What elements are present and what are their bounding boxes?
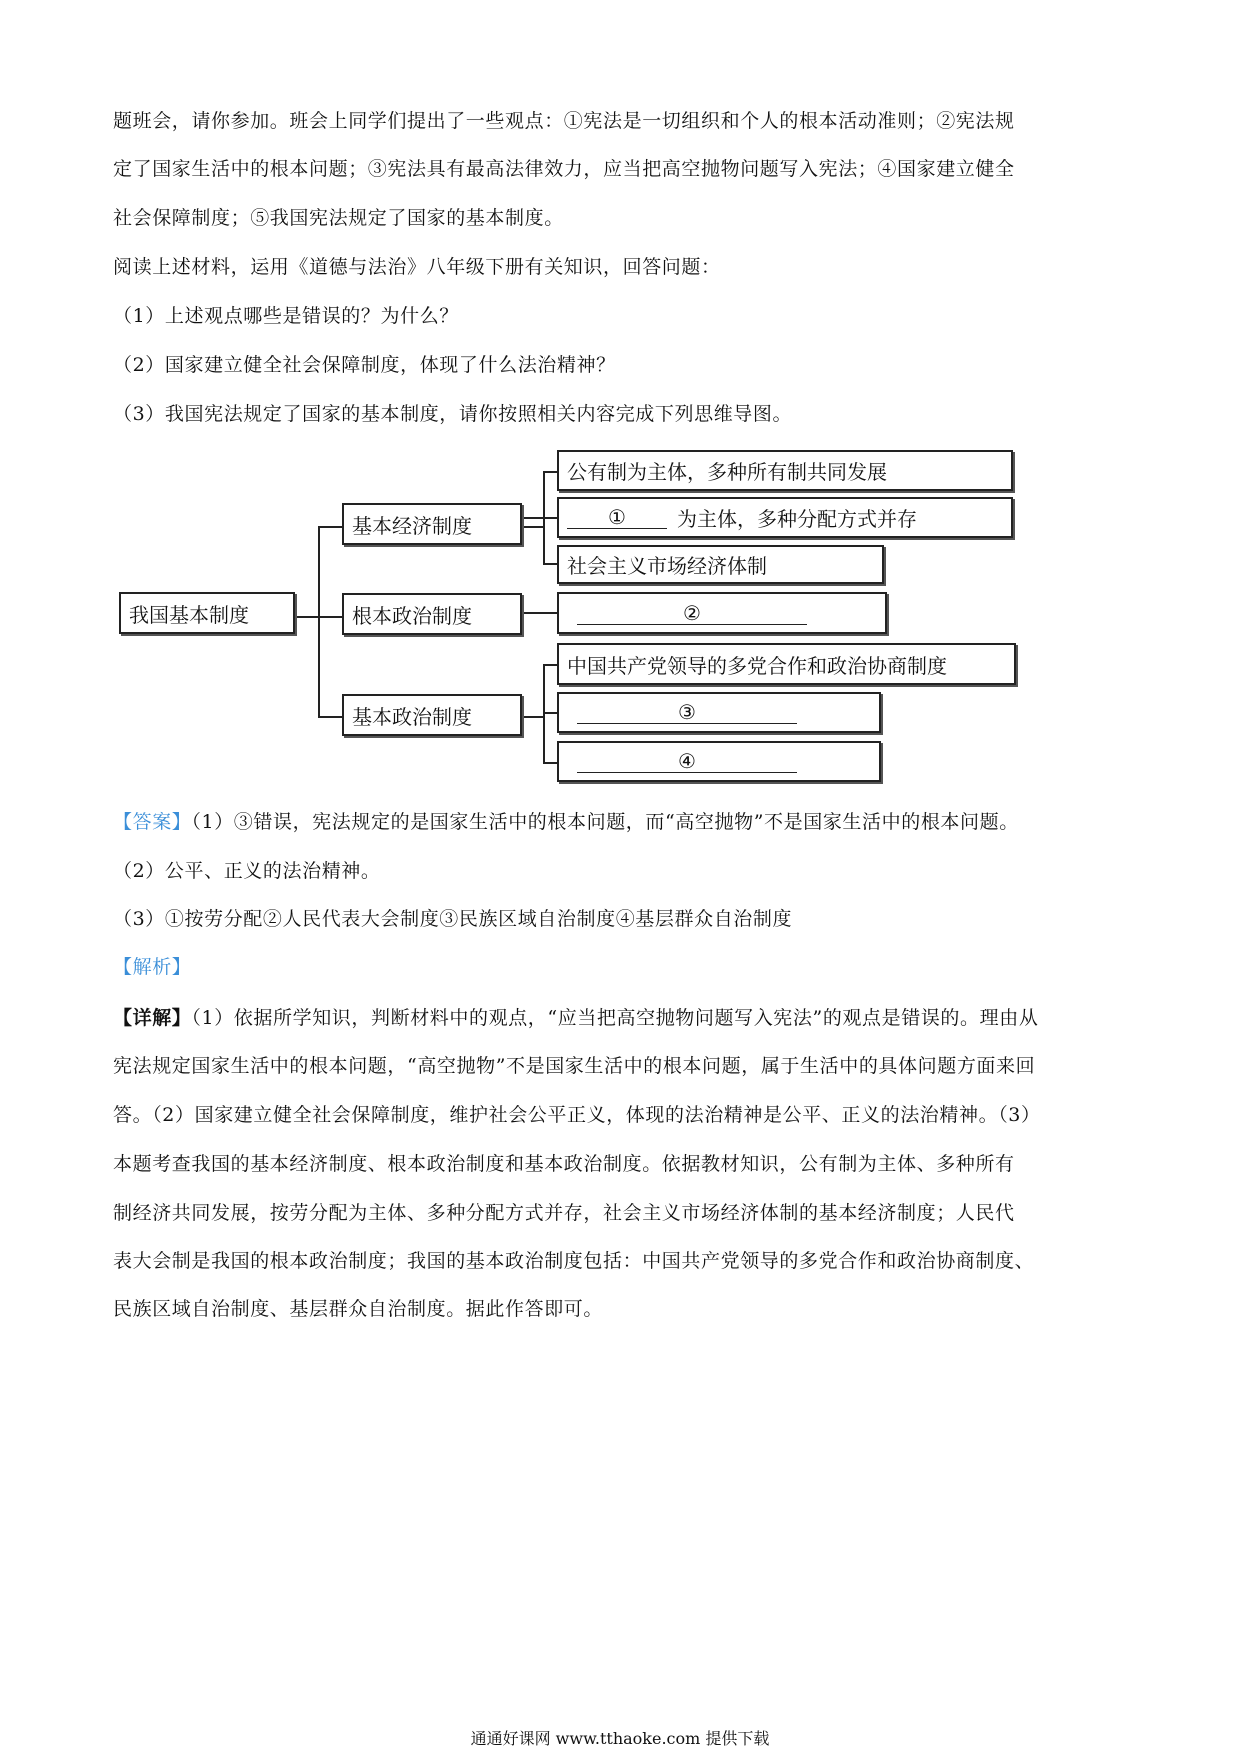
- connector: [543, 664, 557, 666]
- connector: [318, 616, 342, 618]
- question-line: 定了国家生活中的根本问题；③宪法具有最高法律效力，应当把高空抛物问题写入宪法；④国家建立健全: [113, 158, 1015, 180]
- blank-2: ②: [577, 602, 807, 625]
- economic-system-node: [342, 503, 522, 545]
- connector: [522, 526, 543, 528]
- connector: [543, 762, 557, 764]
- answer-line: （3）①按劳分配②人民代表大会制度③民族区域自治制度④基层群众自治制度: [113, 908, 793, 930]
- question-line: （3）我国宪法规定了国家的基本制度，请你按照相关内容完成下列思维导图。: [113, 403, 793, 425]
- economic-system-label: 基本经济制度: [352, 513, 472, 538]
- connector: [522, 612, 557, 614]
- connector: [522, 716, 543, 718]
- basic-political-label: 基本政治制度: [352, 704, 472, 729]
- detail-line: 本题考查我国的基本经济制度、根本政治制度和基本政治制度。依据教材知识，公有制为主体、多种所有: [113, 1153, 1015, 1175]
- econ-item-3: [557, 545, 884, 584]
- answer-line: （2）公平、正义的法治精神。: [113, 860, 381, 882]
- question-line: 阅读上述材料，运用《道德与法治》八年级下册有关知识，回答问题：: [113, 256, 721, 278]
- page-footer: 通通好课网 www.tthaoke.com 提供下载: [470, 1729, 770, 1748]
- connector: [543, 712, 557, 714]
- fundamental-item: [557, 592, 887, 634]
- basic-item-1-label: 中国共产党领导的多党合作和政治协商制度: [567, 653, 947, 678]
- connector: [295, 616, 318, 618]
- detail-line: 答。（2）国家建立健全社会保障制度，维护社会公平正义，体现的法治精神是公平、正义的法治精神。（3）: [113, 1104, 1041, 1126]
- question-line: 社会保障制度；⑤我国宪法规定了国家的基本制度。: [113, 207, 564, 229]
- basic-political-node: [342, 694, 522, 736]
- detail-line: 表大会制是我国的根本政治制度；我国的基本政治制度包括：中国共产党领导的多党合作和政治协商制度、: [113, 1250, 1035, 1272]
- connector: [543, 471, 557, 473]
- fundamental-political-label: 根本政治制度: [352, 603, 472, 628]
- question-line: 题班会，请你参加。班会上同学们提出了一些观点：①宪法是一切组织和个人的根本活动准则；②宪法规: [113, 110, 1015, 132]
- detail-line: [113, 1003, 1038, 1030]
- analysis-tag: 【解析】: [113, 956, 192, 978]
- detail-line: 民族区域自治制度、基层群众自治制度。据此作答即可。: [113, 1298, 604, 1320]
- detail-line: 制经济共同发展，按劳分配为主体、多种分配方式并存，社会主义市场经济体制的基本经济制度；人民代: [113, 1202, 1015, 1224]
- question-line: （1）上述观点哪些是错误的？为什么？: [113, 305, 459, 327]
- fundamental-political-node: [342, 593, 522, 635]
- answer-line: [113, 807, 1019, 834]
- basic-item-1: [557, 643, 1016, 685]
- detail-tag: 【详解】: [113, 1007, 192, 1029]
- econ-item-1-label: 公有制为主体，多种所有制共同发展: [567, 460, 887, 484]
- connector: [543, 563, 557, 565]
- connector: [543, 664, 545, 764]
- econ-item-2-label: 为主体，多种分配方式并存: [677, 507, 917, 531]
- question-line: （2）国家建立健全社会保障制度，体现了什么法治精神？: [113, 354, 616, 376]
- blank-3: ③: [577, 701, 797, 724]
- econ-item-2: [557, 497, 1013, 538]
- blank-1: ①: [567, 506, 667, 529]
- connector: [522, 517, 557, 519]
- detail-text: （1）依据所学知识，判断材料中的观点，“应当把高空抛物问题写入宪法”的观点是错误的。理由从: [191, 1007, 1039, 1029]
- econ-item-3-label: 社会主义市场经济体制: [567, 554, 767, 578]
- answer-tag: 【答案】: [113, 811, 192, 833]
- econ-item-1: [557, 450, 1013, 491]
- connector: [318, 526, 342, 528]
- connector: [318, 716, 342, 718]
- basic-item-3: [557, 741, 881, 782]
- detail-line: 宪法规定国家生活中的根本问题，“高空抛物”不是国家生活中的根本问题，属于生活中的具体问题方面来回: [113, 1055, 1036, 1077]
- root-node: [119, 592, 295, 634]
- connector: [318, 526, 320, 718]
- root-node-label: 我国基本制度: [129, 602, 249, 627]
- answer-text: （1）③错误，宪法规定的是国家生活中的根本问题，而“高空抛物”不是国家生活中的根本问题。: [191, 811, 1019, 833]
- blank-4: ④: [577, 750, 797, 773]
- basic-item-2: [557, 692, 881, 733]
